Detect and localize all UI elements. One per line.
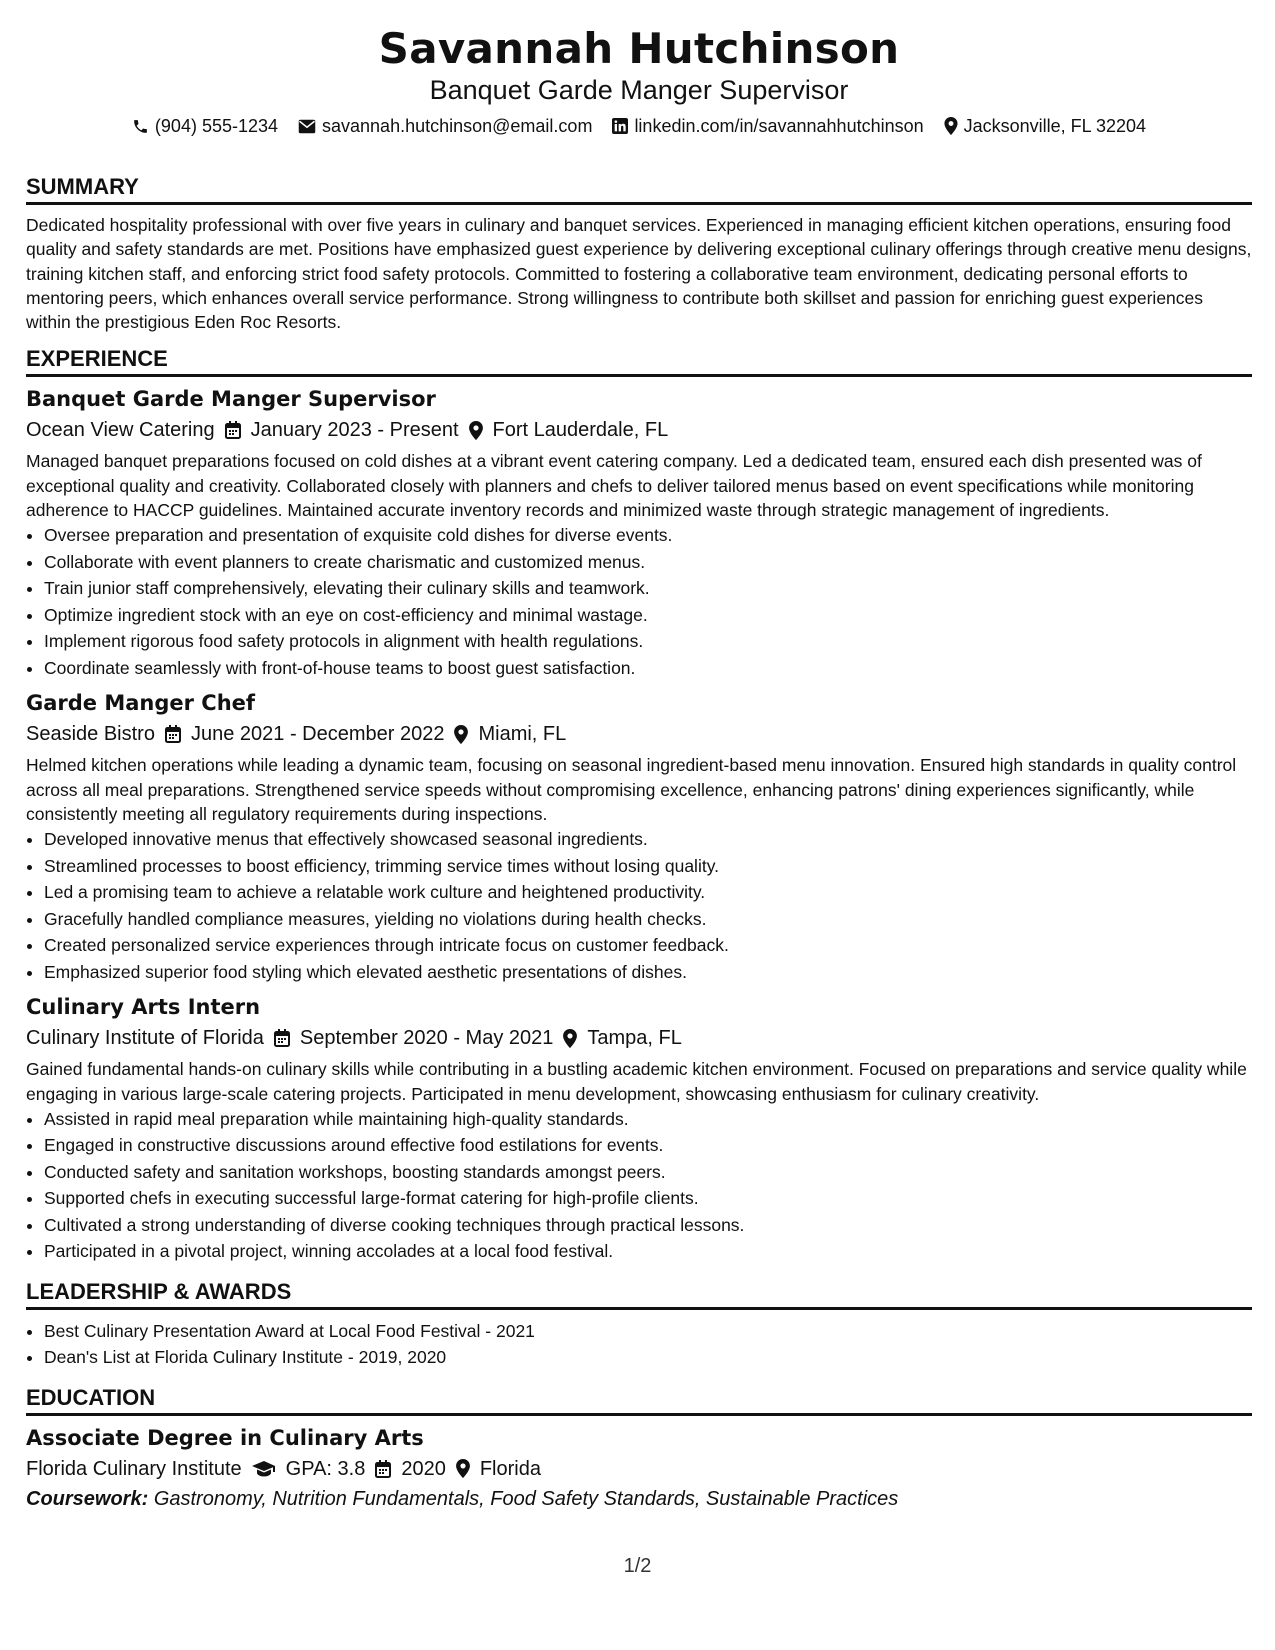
job-location: Miami, FL xyxy=(478,723,567,746)
job-dates: June 2021 - December 2022 xyxy=(190,723,445,746)
map-pin-icon xyxy=(563,1029,577,1048)
candidate-role: Banquet Garde Manger Supervisor xyxy=(429,75,849,105)
list-item: • Gracefully handled compliance measures, yielding no violations during health checks. xyxy=(44,906,1252,933)
awards-section xyxy=(26,1277,1252,1371)
list-item: • Developed innovative menus that effectively showcased seasonal ingredients. xyxy=(44,826,1252,853)
list-item: • Engaged in constructive discussions around effective food estilations for events. xyxy=(44,1132,1252,1159)
section-title-education: EDUCATION xyxy=(26,1383,1252,1416)
calendar-icon xyxy=(165,725,181,743)
job-meta xyxy=(26,1023,1252,1053)
list-item: • Conducted safety and sanitation workshops, boosting standards amongst peers. xyxy=(44,1159,1252,1186)
list-item: • Assisted in rapid meal preparation while maintaining high-quality standards. xyxy=(44,1106,1252,1133)
job-location: Fort Lauderdale, FL xyxy=(492,419,669,442)
job-bullets xyxy=(26,522,1252,681)
job-entry xyxy=(26,993,1252,1265)
linkedin-text: linkedin.com/in/savannahhutchinson xyxy=(634,116,924,136)
job-dates: January 2023 - Present xyxy=(250,419,459,442)
experience-section xyxy=(26,344,1252,1264)
list-item: • Emphasized superior food styling which elevated aesthetic presentations of dishes. xyxy=(44,959,1252,986)
list-item: • Coordinate seamlessly with front-of-house teams to boost guest satisfaction. xyxy=(44,655,1252,682)
job-meta xyxy=(26,719,1252,749)
section-title-awards: LEADERSHIP & AWARDS xyxy=(26,1277,1252,1310)
list-item: • Cultivated a strong understanding of diverse cooking techniques through practical lessons. xyxy=(44,1212,1252,1239)
list-item: • Led a promising team to achieve a relatable work culture and heightened productivity. xyxy=(44,879,1252,906)
job-description: Gained fundamental hands-on culinary skills while contributing in a bustling academic kitchen environment. Focused on preparations and service quality while engaging in various large-scale catering projects. Participated in menu development, showcasing enthusiasm for culinary creativity. xyxy=(26,1059,1247,1104)
job-entry xyxy=(26,689,1252,985)
list-item: • Streamlined processes to boost efficiency, trimming service times without losing quality. xyxy=(44,853,1252,880)
job-bullets xyxy=(26,1106,1252,1265)
calendar-icon xyxy=(375,1460,391,1478)
job-title: Culinary Arts Intern xyxy=(26,995,261,1020)
coursework-line xyxy=(26,1484,1252,1514)
school-name: Florida Culinary Institute xyxy=(26,1457,242,1480)
calendar-icon xyxy=(274,1029,290,1047)
map-pin-icon xyxy=(469,421,483,440)
location-text: Jacksonville, FL 32204 xyxy=(963,116,1147,136)
list-item: • Supported chefs in executing successful large-format catering for high-profile clients. xyxy=(44,1185,1252,1212)
map-pin-icon xyxy=(456,1459,470,1478)
job-description: Helmed kitchen operations while leading a dynamic team, focusing on seasonal ingredient-based menu innovation. Ensured high standards in quality control across all meal preparations. Strengthened service speeds without compromising excellence, enhancing patrons' dining experiences significantly, while consistently meeting all regulatory requirements during inspections. xyxy=(26,755,1237,824)
job-location: Tampa, FL xyxy=(587,1027,682,1050)
awards-list xyxy=(26,1318,1252,1371)
phone-icon xyxy=(132,118,149,135)
education-year: 2020 xyxy=(401,1457,446,1480)
list-item: • Participated in a pivotal project, winning accolades at a local food festival. xyxy=(44,1238,1252,1265)
contact-location xyxy=(944,114,1146,138)
gpa-text: GPA: 3.8 xyxy=(285,1457,366,1480)
job-company: Seaside Bistro xyxy=(26,723,155,746)
page-number: 1/2 xyxy=(623,1555,652,1577)
contact-phone xyxy=(132,114,278,138)
job-company: Culinary Institute of Florida xyxy=(26,1027,264,1050)
map-pin-icon xyxy=(454,725,468,744)
list-item: • Created personalized service experiences through intricate focus on customer feedback. xyxy=(44,932,1252,959)
list-item: • Optimize ingredient stock with an eye on cost-efficiency and minimal wastage. xyxy=(44,602,1252,629)
phone-text: (904) 555-1234 xyxy=(154,116,279,136)
degree-title: Associate Degree in Culinary Arts xyxy=(26,1425,424,1450)
graduation-cap-icon xyxy=(252,1461,276,1477)
calendar-icon xyxy=(225,421,241,439)
job-dates: September 2020 - May 2021 xyxy=(299,1027,554,1050)
map-pin-icon xyxy=(944,117,958,135)
education-section xyxy=(26,1383,1252,1514)
email-text: savannah.hutchinson@email.com xyxy=(322,116,593,136)
section-title-summary: SUMMARY xyxy=(26,172,1252,205)
summary-section xyxy=(26,172,1252,334)
job-company: Ocean View Catering xyxy=(26,419,215,442)
job-entry xyxy=(26,385,1252,681)
resume-page xyxy=(26,0,1252,1514)
list-item: • Dean's List at Florida Culinary Institute - 2019, 2020 xyxy=(44,1344,1252,1371)
job-bullets xyxy=(26,826,1252,985)
summary-text: Dedicated hospitality professional with over five years in culinary and banquet services. Experienced in managing efficient kitchen operations, ensuring food quality and safety standards are met. Positions have emphasized guest experience by delivering exceptional culinary offerings through creative menu designs, training kitchen staff, and enforcing strict food safety protocols. Committed to fostering a collaborative team environment, dedicating personal efforts to mentoring peers, which enhances overall service performance. Strong willingness to contribute both skillset and passion for enriching guest experiences within the prestigious Eden Roc Resorts. xyxy=(26,215,1252,333)
coursework-text: Gastronomy, Nutrition Fundamentals, Food Safety Standards, Sustainable Practices xyxy=(153,1487,899,1510)
job-title: Garde Manger Chef xyxy=(26,691,256,716)
candidate-name: Savannah Hutchinson xyxy=(378,24,900,73)
list-item: • Train junior staff comprehensively, elevating their culinary skills and teamwork. xyxy=(44,575,1252,602)
envelope-icon xyxy=(298,119,316,134)
contact-email[interactable] xyxy=(298,114,592,138)
list-item: • Implement rigorous food safety protocols in alignment with health regulations. xyxy=(44,628,1252,655)
contact-bar xyxy=(26,114,1252,138)
coursework-label: Coursework: xyxy=(26,1487,149,1510)
section-title-experience: EXPERIENCE xyxy=(26,344,1252,377)
job-title: Banquet Garde Manger Supervisor xyxy=(26,387,436,412)
job-description: Managed banquet preparations focused on cold dishes at a vibrant event catering company. Led a dedicated team, ensured each dish presented was of exceptional quality and creativity. Collaborated closely with planners and chefs to deliver tailored menus based on event specifications while monitoring adherence to HACCP guidelines. Maintained accurate inventory records and minimized waste through strategic management of ingredients. xyxy=(26,451,1202,521)
list-item: • Collaborate with event planners to create charismatic and customized menus. xyxy=(44,549,1252,576)
list-item: • Best Culinary Presentation Award at Local Food Festival - 2021 xyxy=(44,1318,1252,1345)
contact-linkedin[interactable] xyxy=(612,114,923,138)
education-location: Florida xyxy=(479,1457,541,1480)
education-meta xyxy=(26,1454,1252,1484)
linkedin-icon xyxy=(612,118,628,134)
list-item: • Oversee preparation and presentation of exquisite cold dishes for diverse events. xyxy=(44,522,1252,549)
resume-header xyxy=(26,24,1252,138)
job-meta xyxy=(26,415,1252,445)
